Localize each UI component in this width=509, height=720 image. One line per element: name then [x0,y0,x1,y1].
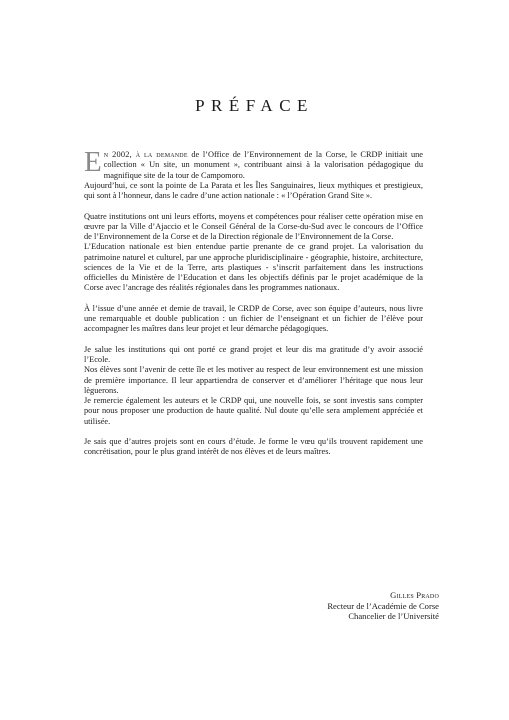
paragraph-students: Nos élèves sont l’avenir de cette île et les motiver au respect de leur environnement est une mission de première importance. Il leur appartiendra de conserver et d’améliorer l’héritage que nous leur lèguerons. [84,365,423,395]
drop-cap: E [84,146,102,178]
paragraph-publication: À l’issue d’une année et demie de travail, le CRDP de Corse, avec son équipe d’auteurs, nous livre une remarquable et double publication : un fichier de l’enseignant et un fichier de l’élève pour accompagner les maîtres dans leur projet et leur démarche pédagogiques. [84,303,423,334]
signature-block [327,590,439,622]
paragraph-institutions: Quatre institutions ont uni leurs efforts, moyens et compétences pour réaliser cette opération mise en œuvre par la Ville d’Ajaccio et le Conseil Général de la Corse-du-Sud avec le concours de l’Office de l’Environnement de la Corse et de la Direction régionale de l’Environnement de la Corse. [84,211,423,241]
signatory-name: Gilles Prado [390,590,439,600]
preface-body [84,146,424,458]
signatory-role-chancellor: Chancelier de l’Université [348,611,439,621]
paragraph-thanks: Je remercie également les auteurs et le CRDP qui, une nouvelle fois, se sont investis sans compter pour nous proposer une production de haute qualité. Nul doute qu’elle sera amplement appréciée et utilisée. [84,396,423,426]
intro-text: de l’Office de l’Environnement de la Corse, le CRDP initiait une collection « Un site, un monument », contribuant ainsi à la valorisation pédagogique du magnifique site de la tour de Campomoro. [103,150,424,180]
paragraph-education: L’Education nationale est bien entendue partie prenante de ce grand projet. La valorisation du patrimoine naturel et culturel, par une approche pluridisciplinaire - géographie, histoire, architecture, sciences de la Vie et de la Terre, arts plastiques - s’inscrit parfaitement dans les instructions officielles du Ministère de l’Education et dans les objectifs définis par le projet académique de la Corse avec l’ancrage des réalités régionales dans les programmes nationaux. [84,242,423,293]
intro-small-caps: n 2002, à la demande [103,150,188,159]
paragraph-intro [84,146,424,181]
page-title: PRÉFACE [195,96,314,115]
paragraph-future: Je sais que d’autres projets sont en cours d’étude. Je forme le vœu qu’ils trouvent rapidement une concrétisation, pour le plus grand intérêt de nos élèves et de leurs maîtres. [84,437,423,457]
paragraph-gratitude: Je salue les institutions qui ont porté ce grand projet et leur dis ma gratitude d’y avoir associé l’Ecole. [84,344,423,364]
paragraph-today: Aujourd’hui, ce sont la pointe de La Parata et les Îles Sanguinaires, lieux mythiques et prestigieux, qui sont à l’honneur, dans le cadre d’une action nationale : « l’Opération Grand Site ». [84,180,423,200]
signatory-role-rector: Recteur de l’Académie de Corse [327,600,439,611]
